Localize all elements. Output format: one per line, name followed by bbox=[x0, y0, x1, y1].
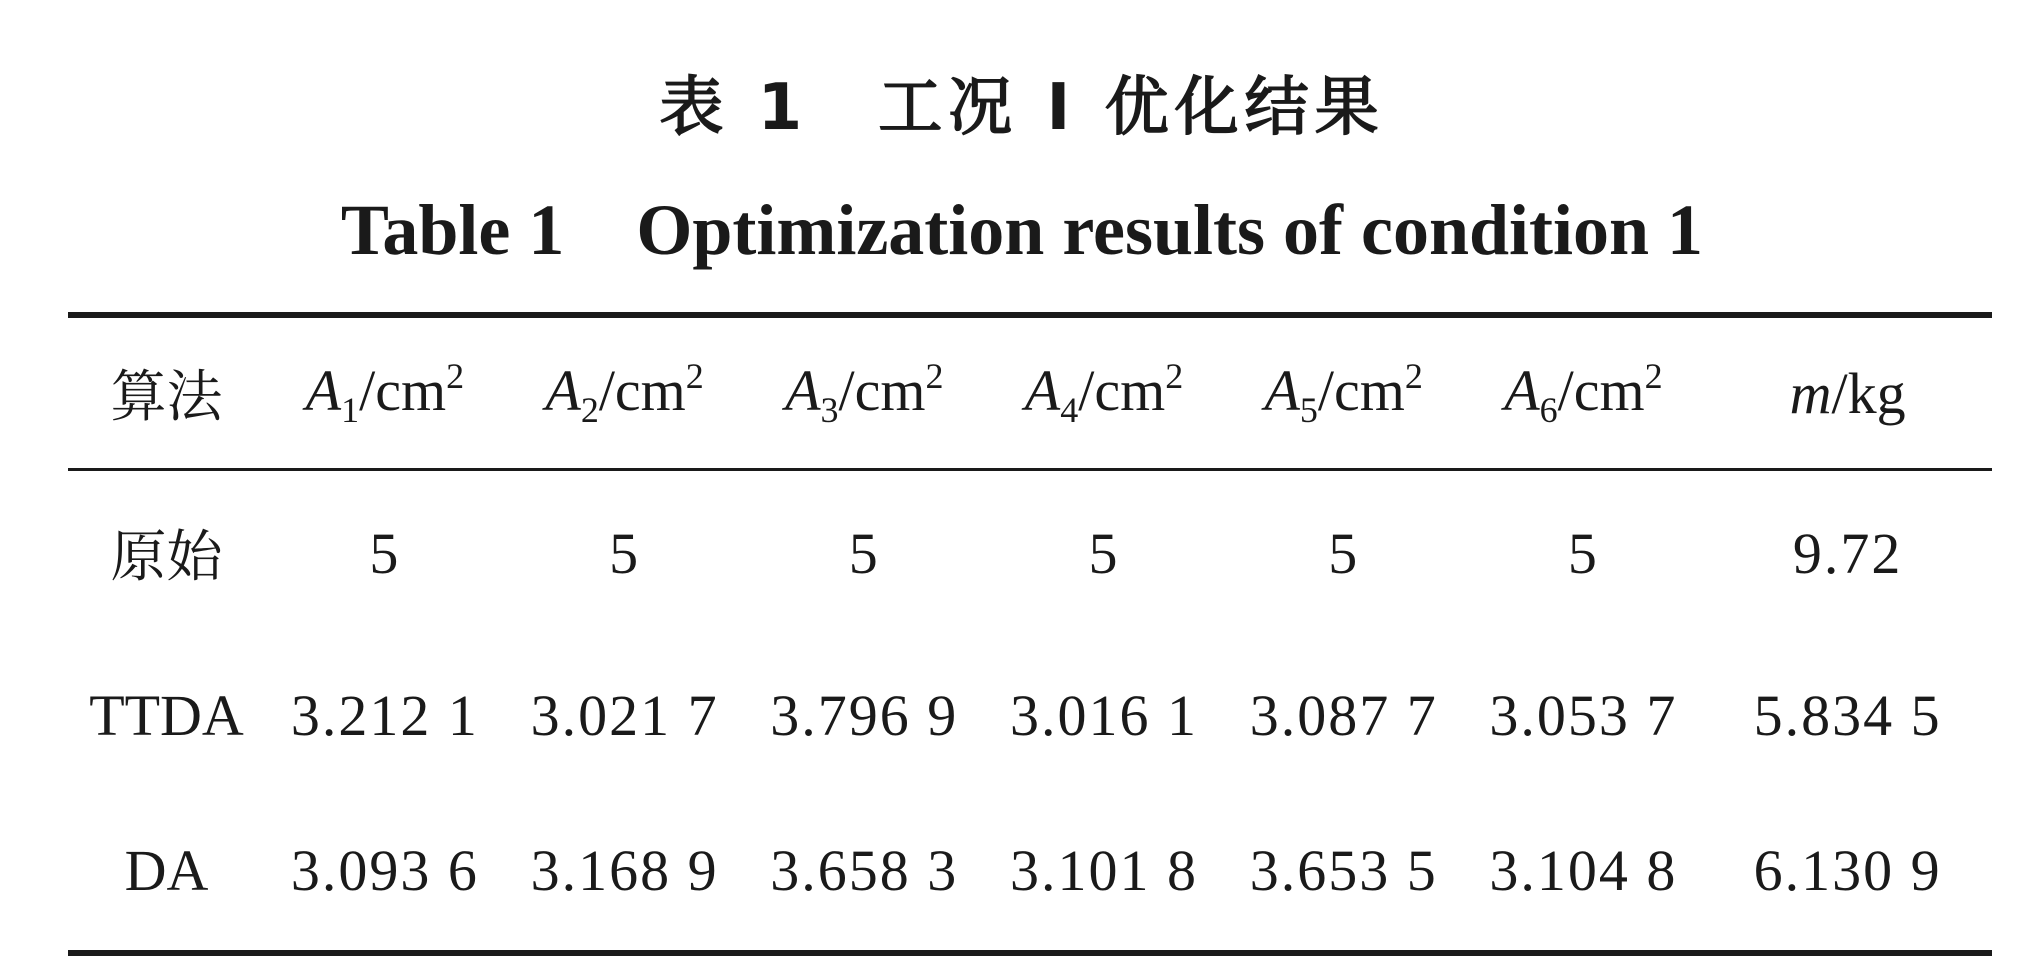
header-a5-superscript: 2 bbox=[1404, 356, 1423, 396]
cell-a3: 5 bbox=[848, 520, 880, 586]
cell-a5: 3.653 5 bbox=[1249, 838, 1438, 903]
header-a6-unit: /cm bbox=[1557, 358, 1645, 423]
cell-a6: 3.053 7 bbox=[1489, 683, 1678, 748]
header-mass-unit: /kg bbox=[1831, 360, 1906, 426]
table-title-chinese: 表 1 工况 I 优化结果 bbox=[659, 71, 1385, 145]
header-mass-symbol: m bbox=[1789, 360, 1832, 426]
header-a3-superscript: 2 bbox=[925, 356, 944, 396]
cell-a1: 3.212 1 bbox=[290, 683, 479, 748]
table-bottom-rule bbox=[68, 950, 1992, 956]
cell-a5: 5 bbox=[1328, 520, 1360, 586]
header-a2-superscript: 2 bbox=[685, 356, 704, 396]
results-table bbox=[68, 318, 1992, 948]
row-label: 原始 bbox=[110, 525, 223, 590]
table-header-row bbox=[68, 318, 1992, 468]
row-label: DA bbox=[124, 838, 209, 903]
header-a6-superscript: 2 bbox=[1644, 356, 1663, 396]
header-mass bbox=[1703, 318, 1992, 468]
table-title-english: Table 1 Optimization results of condition 1 bbox=[340, 190, 1704, 270]
header-a2 bbox=[505, 318, 745, 468]
header-a3-subscript: 3 bbox=[820, 390, 839, 430]
header-a4-unit: /cm bbox=[1078, 358, 1166, 423]
header-a4-superscript: 2 bbox=[1165, 356, 1184, 396]
header-a1 bbox=[265, 318, 505, 468]
header-a1-subscript: 1 bbox=[341, 390, 360, 430]
cell-a3: 3.658 3 bbox=[770, 838, 959, 903]
header-a4 bbox=[984, 318, 1224, 468]
row-label: TTDA bbox=[89, 683, 244, 748]
header-a6-subscript: 6 bbox=[1539, 390, 1558, 430]
table-row-original bbox=[68, 468, 1992, 638]
cell-mass: 9.72 bbox=[1792, 520, 1903, 586]
header-a3 bbox=[744, 318, 984, 468]
cell-a2: 5 bbox=[609, 520, 641, 586]
cell-a1: 3.093 6 bbox=[290, 838, 479, 903]
cell-a6: 3.104 8 bbox=[1489, 838, 1678, 903]
header-a1-unit: /cm bbox=[359, 358, 447, 423]
cell-a4: 5 bbox=[1088, 520, 1120, 586]
header-a3-symbol: A bbox=[785, 358, 821, 423]
cell-a4: 3.016 1 bbox=[1009, 683, 1198, 748]
cell-a1: 5 bbox=[369, 520, 401, 586]
header-a4-subscript: 4 bbox=[1060, 390, 1079, 430]
header-a5-unit: /cm bbox=[1317, 358, 1405, 423]
header-a5 bbox=[1224, 318, 1464, 468]
cell-a2: 3.168 9 bbox=[530, 838, 719, 903]
header-a2-subscript: 2 bbox=[580, 390, 599, 430]
table-row-ttda bbox=[68, 638, 1992, 793]
cell-a4: 3.101 8 bbox=[1009, 838, 1198, 903]
header-a1-symbol: A bbox=[305, 358, 342, 423]
header-a3-unit: /cm bbox=[838, 358, 926, 423]
header-a4-symbol: A bbox=[1024, 358, 1061, 423]
header-a2-symbol: A bbox=[545, 358, 581, 423]
header-a1-superscript: 2 bbox=[446, 356, 465, 396]
cell-mass: 5.834 5 bbox=[1753, 683, 1942, 748]
cell-a3: 3.796 9 bbox=[770, 683, 959, 748]
table-row-da bbox=[68, 793, 1992, 948]
header-a5-subscript: 5 bbox=[1299, 390, 1318, 430]
header-a6 bbox=[1464, 318, 1704, 468]
header-a5-symbol: A bbox=[1264, 358, 1300, 423]
cell-a2: 3.021 7 bbox=[530, 683, 719, 748]
cell-mass: 6.130 9 bbox=[1753, 838, 1942, 903]
header-algorithm: 算法 bbox=[110, 365, 223, 430]
header-a2-unit: /cm bbox=[598, 358, 686, 423]
cell-a5: 3.087 7 bbox=[1249, 683, 1438, 748]
cell-a6: 5 bbox=[1567, 520, 1599, 586]
header-a6-symbol: A bbox=[1504, 358, 1540, 423]
